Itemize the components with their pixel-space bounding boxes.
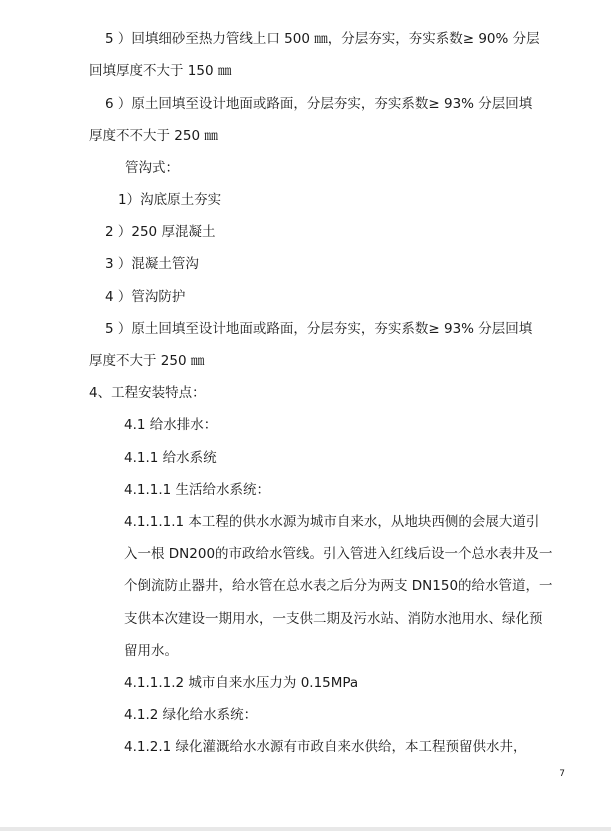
- subsection-heading: 4.1.1.1 生活给水系统：: [124, 482, 271, 498]
- text-line: 厚度不不大于 250 ㎜: [89, 128, 218, 144]
- text-line: 厚度不大于 250 ㎜: [89, 353, 205, 369]
- text-line: 1）沟底原土夯实: [118, 192, 222, 208]
- text-line: 4.1.2.1 绿化灌溉给水水源有市政自来水供给，本工程预留供水井，: [124, 739, 527, 755]
- text-line: 入一根 DN200的市政给水管线。引入管进入红线后设一个总水表井及一: [124, 546, 553, 562]
- text-line: 4 ）管沟防护: [105, 289, 186, 305]
- text-line: 回填厚度不大于 150 ㎜: [89, 63, 232, 79]
- text-line: 支供本次建设一期用水，一支供二期及污水站、消防水池用水、绿化预: [124, 611, 543, 627]
- page-number: 7: [559, 769, 565, 779]
- section-heading: 4、工程安装特点：: [89, 385, 206, 401]
- text-line: 3 ）混凝土管沟: [105, 256, 199, 272]
- text-line: 4.1.1.1.2 城市自来水压力为 0.15MPa: [124, 675, 359, 691]
- subsection-heading: 4.1.1 给水系统: [124, 450, 217, 466]
- subsection-heading: 4.1.2 绿化给水系统：: [124, 707, 258, 723]
- text-line: 管沟式：: [125, 160, 179, 176]
- text-line: 6 ）原土回填至设计地面或路面，分层夯实，夯实系数≥ 93% 分层回填: [105, 96, 533, 112]
- text-line: 2 ）250 厚混凝土: [105, 224, 216, 240]
- text-line: 个倒流防止器井，给水管在总水表之后分为两支 DN150的给水管道，一: [124, 578, 553, 594]
- text-line: 4.1.1.1.1 本工程的供水水源为城市自来水，从地块西侧的会展大道引: [124, 514, 540, 530]
- text-line: 5 ）原土回填至设计地面或路面，分层夯实，夯实系数≥ 93% 分层回填: [105, 321, 533, 337]
- page-bottom-divider: [0, 827, 611, 831]
- text-line: 留用水。: [124, 643, 178, 659]
- text-line: 5 ）回填细砂至热力管线上口 500 ㎜，分层夯实，夯实系数≥ 90% 分层: [105, 31, 540, 47]
- subsection-heading: 4.1 给水排水：: [124, 417, 218, 433]
